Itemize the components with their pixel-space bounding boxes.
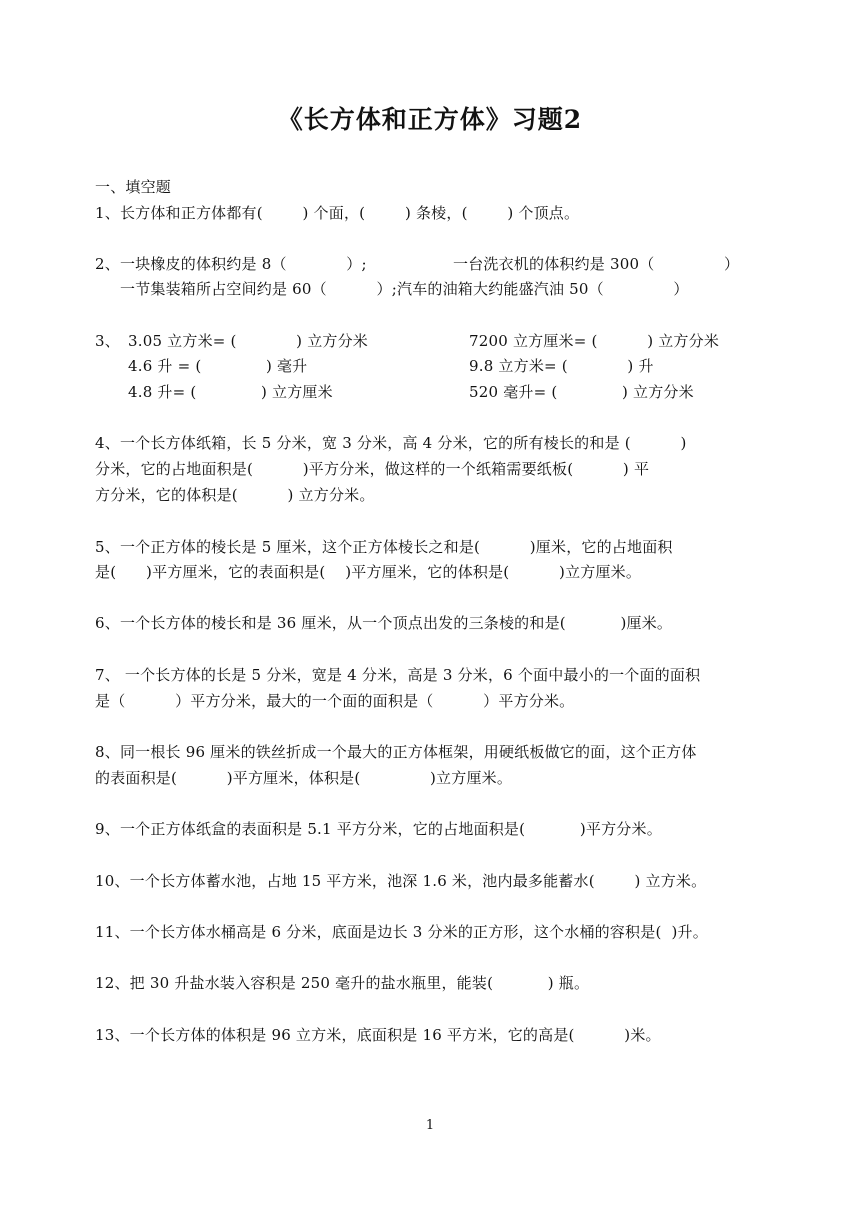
- question-8-line-1: 8、同一根长 96 厘米的铁丝折成一个最大的正方体框架，用硬纸板做它的面，这个正方体: [95, 743, 697, 761]
- question-4-line-1: 4、一个长方体纸箱，长 5 分米，宽 3 分米，高 4 分米，它的所有棱长的和是 ( ): [95, 434, 687, 452]
- question-9: 9、一个正方体纸盒的表面积是 5.1 平方分米，它的占地面积是( )平方分米。: [95, 820, 662, 838]
- question-3-row3-right: 520 毫升= ( ) 立方分米: [469, 383, 694, 401]
- question-10: 10、一个长方体蓄水池，占地 15 平方米，池深 1.6 米，池内最多能蓄水( ) 立方米。: [95, 872, 707, 890]
- page-title: 《长方体和正方体》习题2: [277, 105, 583, 134]
- question-3-row2-left: 4.6 升 = ( ) 毫升: [128, 357, 308, 375]
- page-number: 1: [425, 1118, 435, 1133]
- question-13: 13、一个长方体的体积是 96 立方米，底面积是 16 平方米，它的高是( )米。: [95, 1026, 661, 1044]
- question-3-row1-left: 3.05 立方米= ( ) 立方分米: [128, 332, 368, 350]
- question-11: 11、一个长方体水桶高是 6 分米，底面是边长 3 分米的正方形，这个水桶的容积是( )升。: [95, 923, 708, 941]
- question-3-row1-right: 7200 立方厘米= ( ) 立方分米: [469, 332, 720, 350]
- question-6: 6、一个长方体的棱长和是 36 厘米，从一个顶点出发的三条棱的和是( )厘米。: [95, 614, 673, 632]
- question-1: 1、长方体和正方体都有( ) 个面，( ) 条棱，( ) 个顶点。: [95, 204, 580, 222]
- question-5-line-2: 是( )平方厘米，它的表面积是( )平方厘米，它的体积是( )立方厘米。: [95, 563, 642, 581]
- question-4-line-2: 分米，它的占地面积是( )平方分米，做这样的一个纸箱需要纸板( ) 平: [95, 460, 650, 478]
- question-8-line-2: 的表面积是( )平方厘米，体积是( )立方厘米。: [95, 769, 513, 787]
- question-3-row2-right: 9.8 立方米= ( ) 升: [469, 357, 654, 375]
- section-heading: 一、填空题: [95, 178, 172, 196]
- question-2-line-b: 一台洗衣机的体积约是 300（ ）: [453, 255, 740, 273]
- question-12: 12、把 30 升盐水装入容积是 250 毫升的盐水瓶里，能装( ) 瓶。: [95, 974, 590, 992]
- question-7-line-2: 是（ ）平方分米，最大的一个面的面积是（ ）平方分米。: [95, 692, 575, 710]
- question-3-row3-left: 4.8 升= ( ) 立方厘米: [128, 383, 333, 401]
- question-5-line-1: 5、一个正方体的棱长是 5 厘米，这个正方体棱长之和是( )厘米，它的占地面积: [95, 538, 673, 556]
- question-2-line-a: 2、一块橡皮的体积约是 8（ ）;: [95, 255, 367, 273]
- question-3-prefix: 3、: [95, 332, 120, 350]
- question-7-line-1: 7、 一个长方体的长是 5 分米，宽是 4 分米，高是 3 分米，6 个面中最小的一个面的面积: [95, 666, 701, 684]
- question-4-line-3: 方分米，它的体积是( ) 立方分米。: [95, 486, 375, 504]
- question-2-line-c: 一节集装箱所占空间约是 60（ ）;汽车的油箱大约能盛汽油 50（ ）: [120, 280, 689, 298]
